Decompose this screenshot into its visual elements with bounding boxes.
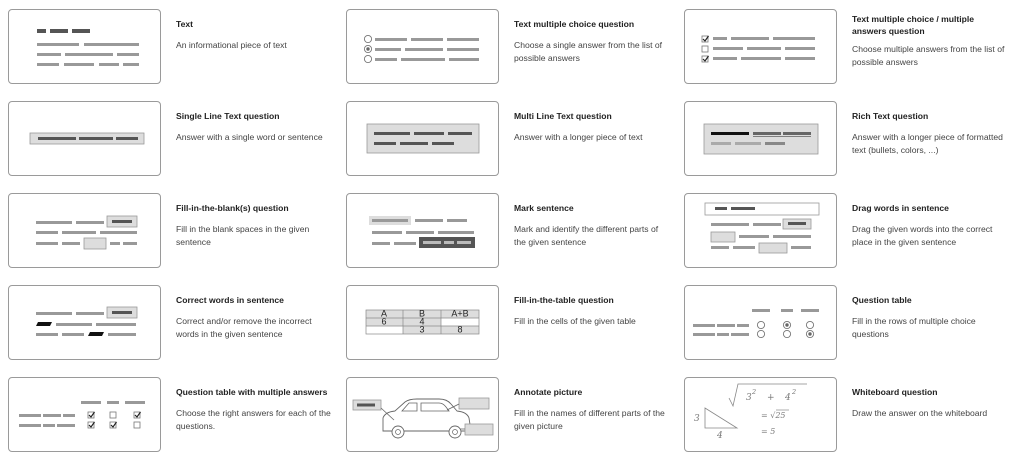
table-header-cell: A bbox=[380, 308, 388, 319]
card-description: Answer with a longer piece of formatted text (bullets, colors, ...) bbox=[852, 132, 1003, 155]
question-type-whiteboard[interactable] bbox=[676, 368, 1014, 448]
card-title: Fill-in-the-blank(s) question bbox=[176, 203, 289, 213]
plus-sign: + bbox=[767, 393, 775, 403]
card-description: Fill in the cells of the given table bbox=[514, 316, 636, 326]
question-type-mark-sentence[interactable] bbox=[338, 184, 676, 264]
card-description: Answer with a single word or sentence bbox=[176, 132, 323, 142]
card-title: Single Line Text question bbox=[176, 111, 280, 121]
drag-words-thumbnail-icon bbox=[684, 193, 837, 268]
question-type-drag-words[interactable] bbox=[676, 184, 1014, 264]
question-type-rich-text[interactable] bbox=[676, 92, 1014, 172]
square-a: 3 bbox=[746, 393, 752, 403]
card-description: Fill in the rows of multiple choice questions bbox=[852, 316, 976, 339]
side-b-label: 4 bbox=[717, 431, 723, 441]
fill-blanks-thumbnail-icon bbox=[8, 193, 161, 268]
annotate-picture-thumbnail-icon bbox=[346, 377, 499, 452]
card-title: Question table with multiple answers bbox=[176, 387, 328, 397]
card-description: Choose the right answers for each of the questions. bbox=[176, 408, 331, 431]
checkbox-choice-thumbnail-icon bbox=[684, 9, 837, 84]
card-description: Fill in the names of different parts of the given picture bbox=[514, 408, 665, 431]
table-cell: 8 bbox=[457, 324, 463, 335]
correct-words-thumbnail-icon bbox=[8, 285, 161, 360]
card-title: Rich Text question bbox=[852, 111, 929, 121]
card-title: Fill-in-the-table question bbox=[514, 295, 614, 305]
multi-line-input-thumbnail-icon bbox=[346, 101, 499, 176]
table-cell: 3 bbox=[419, 324, 425, 335]
card-title: Mark sentence bbox=[514, 203, 574, 213]
card-title: Question table bbox=[852, 295, 912, 305]
card-description: Fill in the blank spaces in the given sentence bbox=[176, 224, 310, 247]
question-table-multi-thumbnail-icon bbox=[8, 377, 161, 452]
card-description: Draw the answer on the whiteboard bbox=[852, 408, 988, 418]
question-type-single-line-text[interactable] bbox=[0, 92, 338, 172]
fill-table-thumbnail-icon bbox=[346, 285, 499, 360]
card-title: Correct words in sentence bbox=[176, 295, 284, 305]
table-cell: 4 bbox=[419, 316, 425, 327]
question-type-fill-in-the-table[interactable] bbox=[338, 276, 676, 356]
card-description: Choose multiple answers from the list of possible answers bbox=[852, 44, 1005, 67]
card-description: Correct and/or remove the incorrect words in the given sentence bbox=[176, 316, 312, 339]
question-type-annotate-picture[interactable] bbox=[338, 368, 676, 448]
table-header-cell: B bbox=[418, 308, 426, 319]
card-title: Text multiple choice question bbox=[514, 19, 635, 29]
whiteboard-thumbnail-icon bbox=[684, 377, 837, 452]
card-description: Mark and identify the different parts of the given sentence bbox=[514, 224, 659, 247]
table-cell: 6 bbox=[381, 316, 387, 327]
question-type-text[interactable] bbox=[0, 0, 338, 80]
card-title: Whiteboard question bbox=[852, 387, 938, 397]
square-b: 4 bbox=[785, 393, 791, 403]
question-type-text-multiple-answers[interactable] bbox=[676, 0, 1014, 80]
card-title: Multi Line Text question bbox=[514, 111, 612, 121]
card-description: Choose a single answer from the list of possible answers bbox=[514, 40, 663, 63]
card-description: Answer with a longer piece of text bbox=[514, 132, 643, 142]
exponent-a: 2 bbox=[752, 388, 757, 396]
question-type-text-multiple-choice[interactable] bbox=[338, 0, 676, 80]
exponent-b: 2 bbox=[792, 388, 797, 396]
text-thumbnail-icon bbox=[8, 9, 161, 84]
question-type-question-table-multiple-answers[interactable] bbox=[0, 368, 338, 448]
equals-sqrt: = √25 bbox=[761, 411, 786, 420]
question-table-thumbnail-icon bbox=[684, 285, 837, 360]
card-title: Text bbox=[176, 19, 194, 29]
question-type-correct-words[interactable] bbox=[0, 276, 338, 356]
equals-result: = 5 bbox=[761, 427, 776, 436]
card-title: Annotate picture bbox=[514, 387, 583, 397]
card-title: Drag words in sentence bbox=[852, 203, 949, 213]
single-line-input-thumbnail-icon bbox=[8, 101, 161, 176]
question-type-fill-in-the-blanks[interactable] bbox=[0, 184, 338, 264]
card-description: Drag the given words into the correct place in the given sentence bbox=[852, 224, 993, 247]
rich-text-thumbnail-icon bbox=[684, 101, 837, 176]
card-description: An informational piece of text bbox=[176, 40, 287, 50]
radio-choice-thumbnail-icon bbox=[346, 9, 499, 84]
card-title: Text multiple choice / multiple answers question bbox=[852, 14, 975, 36]
table-header-cell: A+B bbox=[451, 308, 469, 319]
question-type-question-table[interactable] bbox=[676, 276, 1014, 356]
mark-sentence-thumbnail-icon bbox=[346, 193, 499, 268]
side-a-label: 3 bbox=[694, 414, 700, 424]
question-type-multi-line-text[interactable] bbox=[338, 92, 676, 172]
